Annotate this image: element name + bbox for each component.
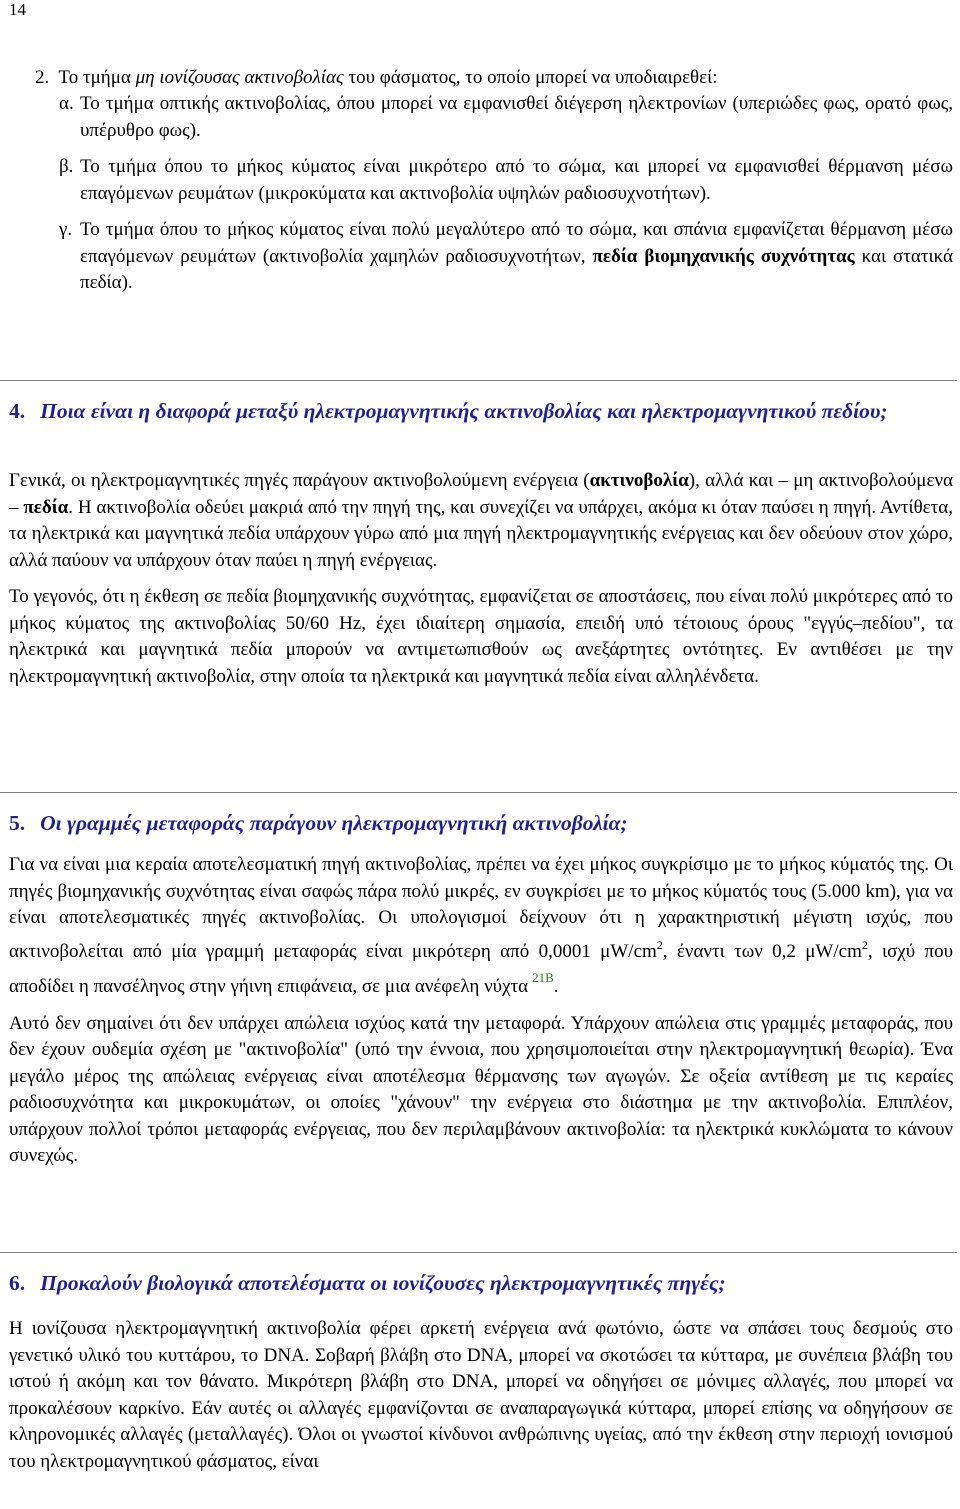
list-item-c-text-a: Το τμήμα όπου το μήκος κύματος είναι πολύ μεγαλύτερο από το σώμα, και σπάνια εμφανίζεται θέρμανση μέσω επαγόμενων ρευμάτων (ακτινοβολία χαμηλών ραδιοσυχνοτήτων, — [80, 219, 953, 267]
list-item-c-text — [9, 217, 953, 297]
reference-marker[interactable]: 21B — [532, 970, 554, 985]
section-4-paragraph-1 — [9, 468, 953, 574]
page-number: 14 — [9, 0, 26, 19]
section-4-p1-bold-1: ακτινοβολία — [589, 470, 689, 491]
list-item-c-bold: πεδία βιομηχανικής συχνότητας — [592, 245, 855, 267]
section-2-intro-italic: μη ιονίζουσας ακτινοβολίας — [135, 67, 344, 88]
section-5-p1-b: , έναντι των 0,2 μW/cm — [662, 940, 862, 962]
list-item-a-text: Το τμήμα οπτικής ακτινοβολίας, όπου μπορεί να εμφανισθεί διέγερση ηλεκτρονίων (υπεριώδες φως, ορατό φως, υπέρυθρο φως). — [80, 93, 953, 141]
section-5-heading — [9, 810, 953, 837]
section-5-number: 5. — [9, 811, 26, 835]
section-divider — [0, 1252, 957, 1253]
section-4-number: 4. — [9, 399, 26, 423]
section-2-list — [9, 65, 953, 297]
section-4-p1-b: ), αλλά και – μη ακτινοβολούμενα – — [9, 470, 953, 518]
list-item-c — [9, 217, 953, 297]
list-item-c-text-b: και στατικά πεδία). — [80, 245, 953, 293]
section-6-heading — [9, 1270, 953, 1297]
section-5-title: Οι γραμμές μεταφοράς παράγουν ηλεκτρομαγνητική ακτινοβολία; — [40, 811, 628, 835]
section-4-body — [9, 468, 953, 690]
section-divider — [0, 380, 957, 381]
section-6-body — [9, 1316, 953, 1475]
section-4-p1-bold-2: πεδία — [23, 496, 69, 518]
list-item-a-label: α. — [59, 93, 74, 114]
section-5-p1-d: . — [553, 976, 559, 997]
section-5-p1-a: Για να είναι μια κεραία αποτελεσματική πηγή ακτινοβολίας, πρέπει να έχει μήκος συγκρίσιμο με το μήκος κύματός της. Οι πηγές βιομηχανικής συχνότητας είναι σαφώς πάρα πολύ μικρές, εν συγκρίσει με το μήκος κύματός τους (5.000 km), για να είναι αποτελεσματικές πηγές ακτινοβολίας. Οι υπολογισμοί δείχνουν ότι η χαρακτηριστική μέγιστη ισχύς, που ακτινοβολείται από μία γραμμή μεταφοράς είναι μικρότερη από 0,0001 μW/cm — [9, 854, 953, 962]
list-item-a — [9, 91, 953, 144]
section-divider — [0, 792, 957, 793]
list-item-b-text: Το τμήμα όπου το μήκος κύματος είναι μικρότερο από το σώμα, και μπορεί να εμφανισθεί θέρμανση μέσω επαγόμενων ρευμάτων (μικροκύματα και ακτινοβολία υψηλών ραδιοσυχνοτήτων). — [80, 156, 953, 204]
section-5-body — [9, 852, 953, 1170]
list-item-b-label: β. — [59, 156, 74, 177]
section-2-intro-text-a: Το τμήμα — [58, 67, 136, 88]
section-2-intro — [9, 65, 953, 91]
section-4-paragraph-2: Το γεγονός, ότι η έκθεση σε πεδία βιομηχανικής συχνότητας, εμφανίζεται σε αποστάσεις, που είναι πολύ μικρότερες από το μήκος κύματος της ακτινοβολίας 50/60 Hz, έχει ιδιαίτερη σημασία, επειδή υπό τέτοιους όρους "εγγύς–πεδίου", τα ηλεκτρικά και μαγνητικά πεδία μπορούν να αντιμετωπισθούν ως ανεξάρτητες οντότητες. Εν αντιθέσει με την ηλεκτρομαγνητική ακτινοβολία, στην οποία τα ηλεκτρικά και μαγνητικά πεδία είναι αλληλένδετα. — [9, 586, 953, 687]
section-5-paragraph-1 — [9, 852, 953, 1001]
section-6-paragraph-1: Η ιονίζουσα ηλεκτρομαγνητική ακτινοβολία φέρει αρκετή ενέργεια ανά φωτόνιο, ώστε να σπάσει τους δεσμούς στο γενετικό υλικό του κυττάρου, το DNA. Σοβαρή βλάβη στο DNA, μπορεί να σκοτώσει τα κύτταρα, με συνέπεια βλάβη του ιστού ή ακόμη και τον θάνατο. Μικρότερη βλάβη στο DNA, μπορεί να οδηγήσει σε μόνιμες αλλαγές, που μπορεί να προκαλέσουν καρκίνο. Εάν αυτές οι αλλαγές εμφανίζονται σε αναπαραγωγικά κύτταρα, μπορεί επίσης να οδηγήσουν σε κληρονομικές αλλαγές (μεταλλαγές). Όλοι οι γνωστοί κίνδυνοι ανθρώπινης υγείας, από την έκθεση στην περιοχή ιονισμού του ηλεκτρομαγνητικού φάσματος, είναι — [9, 1318, 953, 1472]
superscript: 2 — [656, 937, 663, 952]
section-5-p1-c: , ισχύ που αποδίδει η πανσέληνος στην γήινη επιφάνεια, σε μια ανέφελη νύχτα — [9, 940, 953, 997]
section-2-intro-text-b: του φάσματος, το οποίο μπορεί να υποδιαιρεθεί: — [343, 67, 718, 88]
list-item-b — [9, 154, 953, 207]
section-2-number: 2. — [35, 67, 50, 88]
section-4-heading — [9, 398, 953, 425]
section-6-number: 6. — [9, 1271, 26, 1295]
section-4-p1-a: Γενικά, οι ηλεκτρομαγνητικές πηγές παράγουν ακτινοβολούμενη ενέργεια ( — [9, 470, 590, 491]
section-5-paragraph-2: Αυτό δεν σημαίνει ότι δεν υπάρχει απώλεια ισχύος κατά την μεταφορά. Υπάρχουν απώλεια στις γραμμές μεταφοράς, που δεν έχουν ουδεμία σχέση με "ακτινοβολία" (υπό την έννοια, που χρησιμοποιείται στην ηλεκτρομαγνητική θεωρία). Ένα μεγάλο μέρος της απώλειας ενέργειας είναι αποτέλεσμα θέρμανσης των αγωγών. Σε οξεία αντίθεση με τις κεραίες ραδιοσυχνότητα και μικροκυμάτων, οι οποίες "χάνουν" την ενέργεια στο διάστημα με την ακτινοβολία. Επιπλέον, υπάρχουν πολλοί τρόποι μεταφοράς ενέργειας, που δεν περιλαμβάνουν ακτινοβολία: τα ηλεκτρικά κυκλώματα το κάνουν συνεχώς. — [9, 1012, 953, 1166]
section-4-p1-c: . Η ακτινοβολία οδεύει μακριά από την πηγή της, και συνεχίζει να υπάρχει, ακόμα κι όταν παύσει η πηγή. Αντίθετα, τα ηλεκτρικά και μαγνητικά πεδία υπάρχουν γύρω από μια πηγή ηλεκτρομαγνητικής ενέργειας και δεν οδεύουν στον χώρο, αλλά παύουν να υπάρχουν όταν παύει η πηγή ενέργειας. — [9, 496, 953, 571]
superscript: 2 — [861, 937, 868, 952]
list-item-c-label: γ. — [59, 219, 73, 240]
section-4-title: Ποια είναι η διαφορά μεταξύ ηλεκτρομαγνητικής ακτινοβολίας και ηλεκτρομαγνητικού πεδίου; — [40, 399, 888, 423]
section-6-title: Προκαλούν βιολογικά αποτελέσματα οι ιονίζουσες ηλεκτρομαγνητικές πηγές; — [40, 1271, 726, 1295]
